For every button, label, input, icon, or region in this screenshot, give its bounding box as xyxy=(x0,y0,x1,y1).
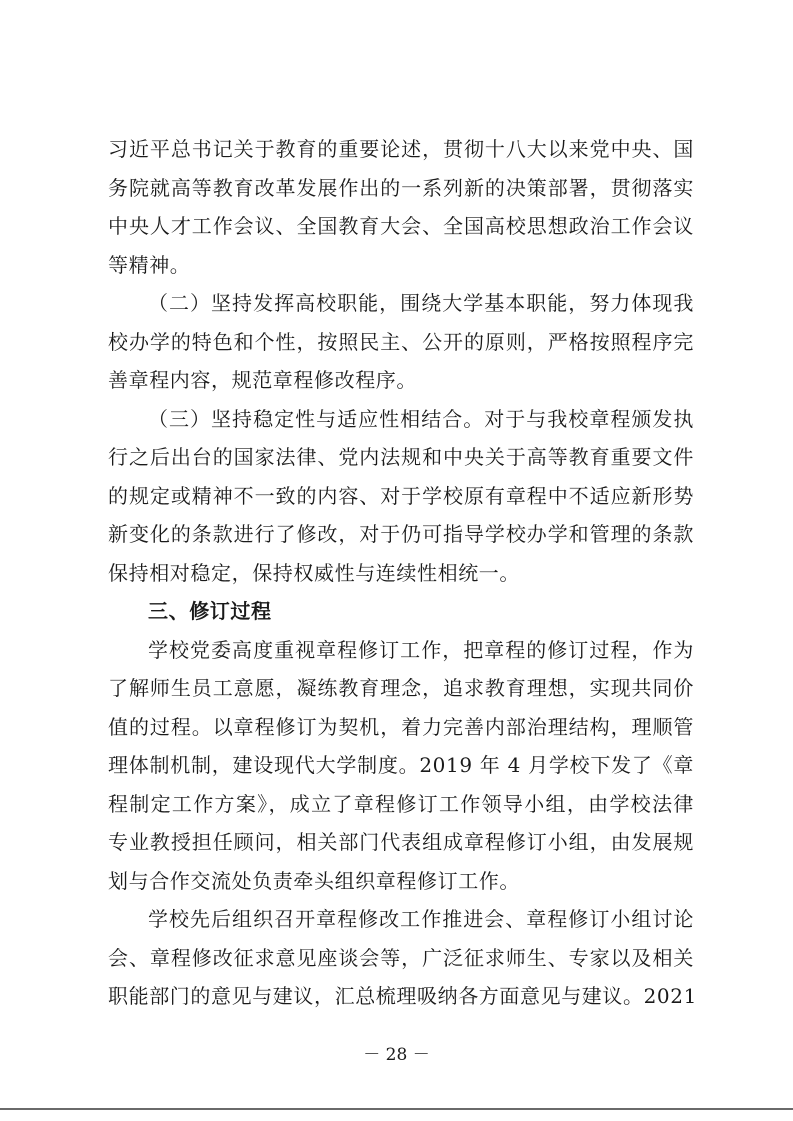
bottom-rule xyxy=(0,1108,793,1110)
text-line: 值的过程。以章程修订为契机，着力完善内部治理结构，理顺管 xyxy=(108,714,694,739)
text-line: 校办学的特色和个性，按照民主、公开的原则，严格按照程序完 xyxy=(108,329,694,354)
text-line: 会、章程修改征求意见座谈会等，广泛征求师生、专家以及相关 xyxy=(108,945,694,970)
section-heading: 三、修订过程 xyxy=(148,599,272,623)
text-line: 保持相对稳定，保持权威性与连续性相统一。 xyxy=(108,560,520,585)
text-line: 等精神。 xyxy=(108,252,191,277)
text-line: 程制定工作方案》，成立了章程修订工作领导小组，由学校法律 xyxy=(108,791,694,816)
text-line: 行之后出台的国家法律、党内法规和中央关于高等教育重要文件 xyxy=(108,445,694,469)
text-line: 划与合作交流处负责牵头组织章程修订工作。 xyxy=(108,868,520,893)
text-line: 务院就高等教育改革发展作出的一系列新的决策部署，贯彻落实 xyxy=(108,175,694,200)
body-text xyxy=(108,130,697,1016)
text-line: 专业教授担任顾问，相关部门代表组成章程修订小组，由发展规 xyxy=(108,830,694,854)
text-line: 中央人才工作会议、全国教育大会、全国高校思想政治工作会议 xyxy=(108,214,694,238)
text-line: 了解师生员工意愿，凝练教育理念，追求教育理想，实现共同价 xyxy=(108,676,694,700)
text-line: 新变化的条款进行了修改，对于仍可指导学校办学和管理的条款 xyxy=(108,522,694,546)
text-line: 习近平总书记关于教育的重要论述，贯彻十八大以来党中央、国 xyxy=(108,137,694,161)
text-line: 职能部门的意见与建议，汇总梳理吸纳各方面意见与建议。2021 xyxy=(108,984,697,1008)
text-line: 学校先后组织召开章程修改工作推进会、章程修订小组讨论 xyxy=(148,907,694,931)
text-line: （三）坚持稳定性与适应性相结合。对于与我校章程颁发执 xyxy=(148,406,694,431)
text-line: 理体制机制，建设现代大学制度。2019 年 4 月学校下发了《章 xyxy=(108,753,694,777)
text-line: （二）坚持发挥高校职能，围绕大学基本职能，努力体现我 xyxy=(148,291,694,315)
text-line: 的规定或精神不一致的内容、对于学校原有章程中不适应新形势 xyxy=(108,483,694,508)
text-line: 善章程内容，规范章程修改程序。 xyxy=(108,368,417,392)
page-number: － 28 － xyxy=(363,1045,430,1065)
text-line: 学校党委高度重视章程修订工作，把章程的修订过程，作为 xyxy=(148,637,694,662)
